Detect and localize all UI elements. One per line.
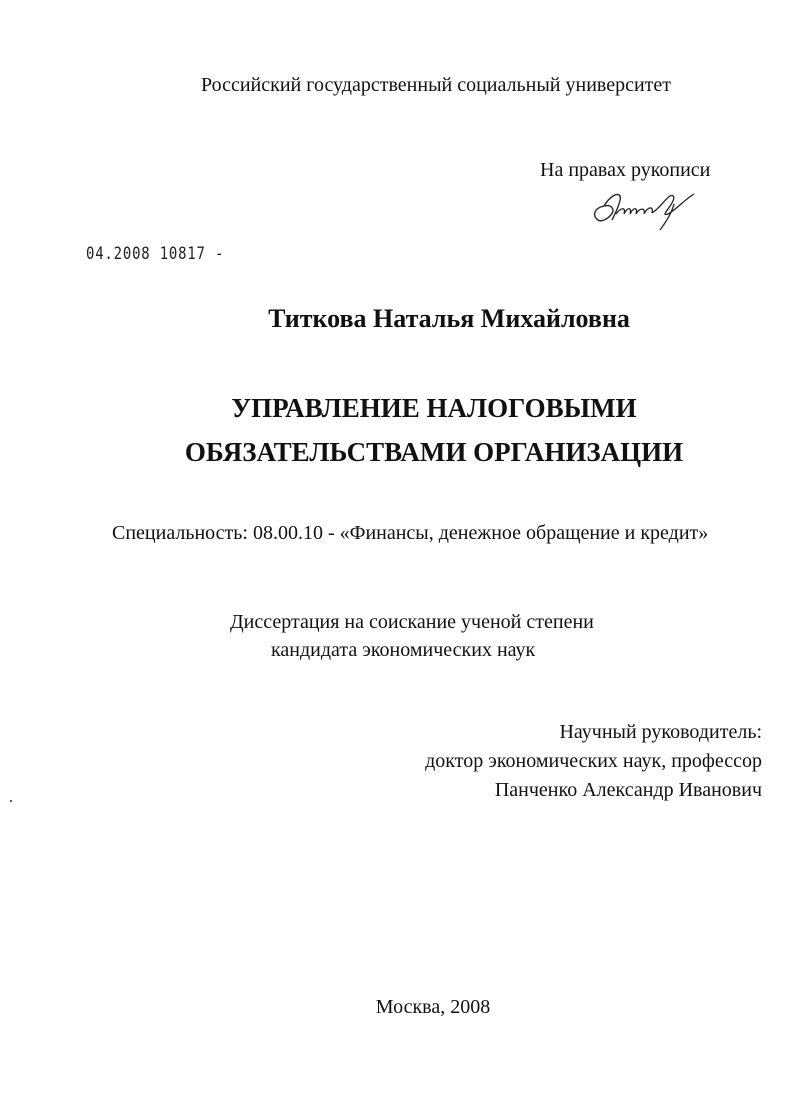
author-name: Титкова Наталья Михайловна — [268, 304, 630, 333]
degree-statement — [230, 608, 594, 664]
supervisor-degree: доктор экономических наук, профессор — [425, 750, 762, 772]
dissertation-title-line-1: УПРАВЛЕНИЕ НАЛОГОВЫМИ — [231, 393, 637, 423]
manuscript-note: На правах рукописи — [540, 159, 711, 181]
university-name: Российский государственный социальный университет — [200, 74, 672, 96]
registration-number: 04.2008 10817 - — [86, 244, 225, 264]
city-year: Москва, 2008 — [375, 996, 491, 1018]
supervisor-block — [425, 718, 762, 805]
degree-statement-line-2: кандидата экономических наук — [271, 639, 536, 661]
scan-speck — [10, 800, 12, 802]
supervisor-label: Научный руководитель: — [559, 721, 762, 743]
dissertation-title-line-2: ОБЯЗАТЕЛЬСТВАМИ ОРГАНИЗАЦИИ — [184, 437, 684, 467]
supervisor-name: Панченко Александр Иванович — [494, 779, 762, 801]
signature-icon — [590, 186, 700, 232]
degree-statement-line-1: Диссертация на соискание ученой степени — [230, 611, 594, 633]
speciality-line: Специальность: 08.00.10 - «Финансы, денежное обращение и кредит» — [112, 522, 709, 544]
